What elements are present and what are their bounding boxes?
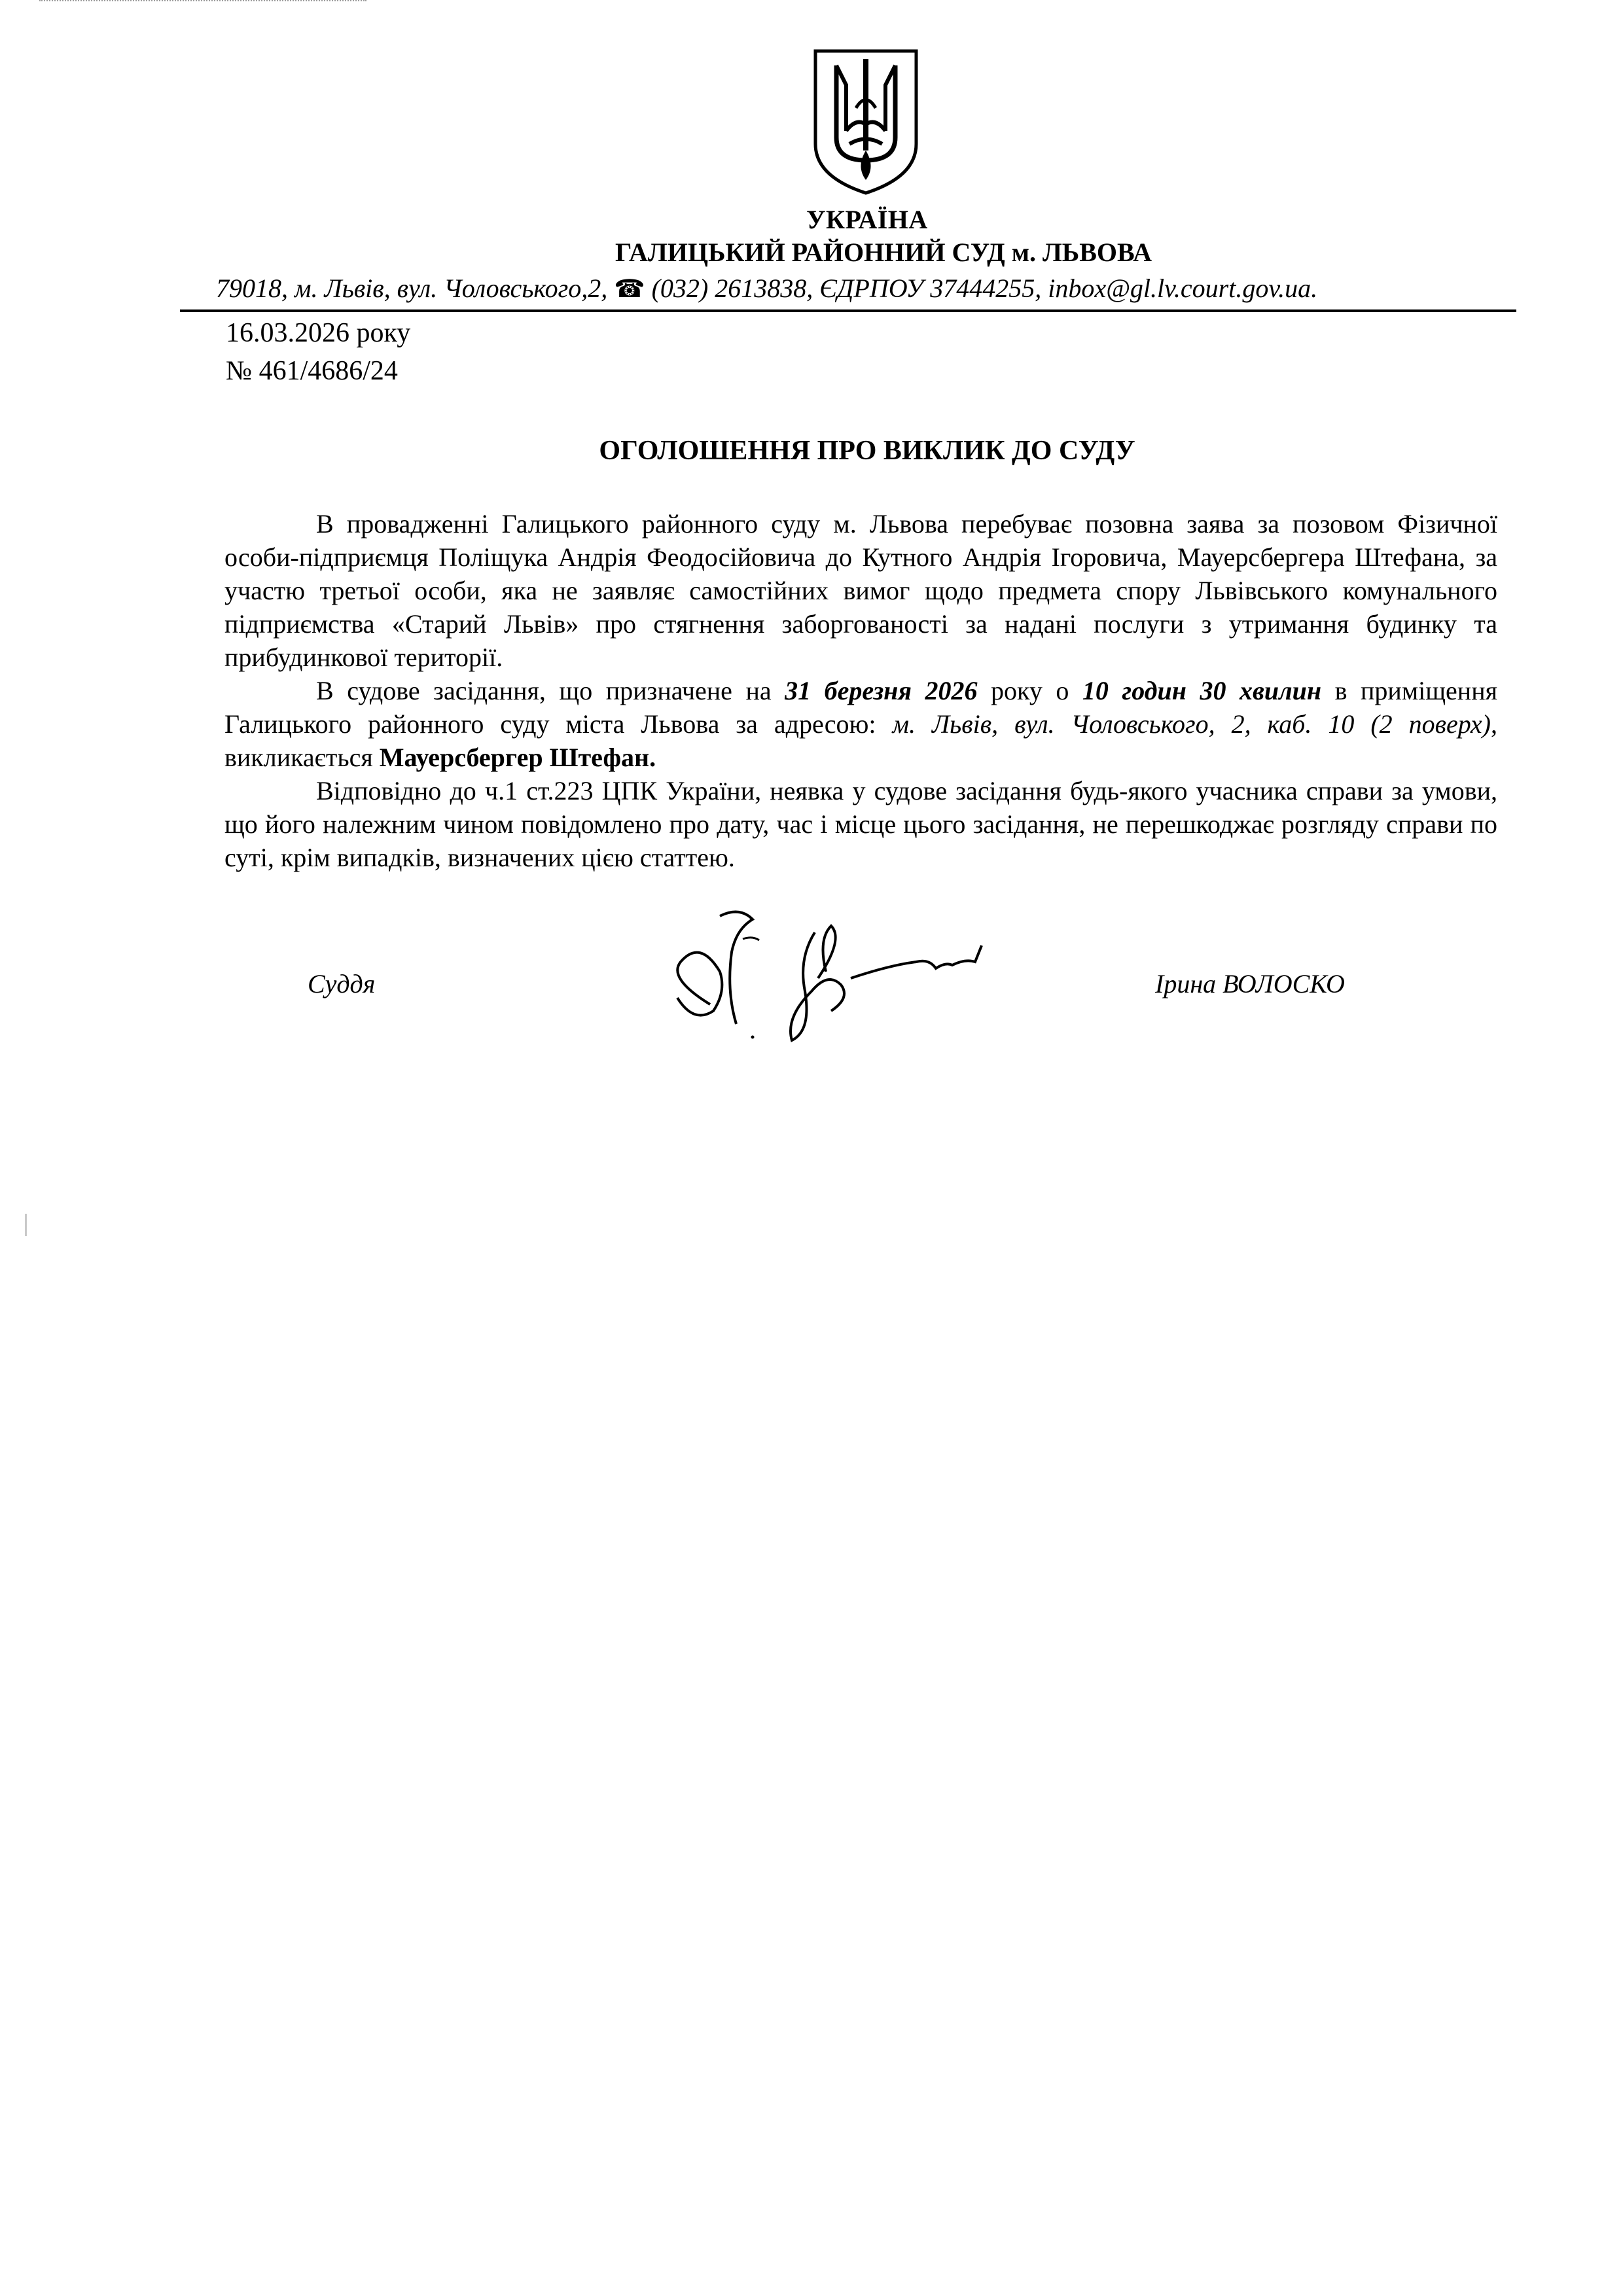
court-address-line	[216, 273, 1492, 304]
phone-icon: ☎	[614, 275, 645, 303]
summons-text: В судове засідання, що призначене на	[316, 676, 785, 705]
header-divider	[180, 309, 1516, 312]
scan-artifact	[25, 1214, 27, 1236]
judge-role-label: Суддя	[308, 969, 376, 998]
notice-body	[224, 507, 1497, 874]
scan-artifact	[39, 0, 366, 4]
summons-text: , викликається	[224, 709, 1498, 772]
contacts-text: (032) 2613838, ЄДРПОУ 37444255, inbox@gl.lv.court.gov.ua.	[645, 274, 1318, 303]
hearing-time: 10 годин 30 хвилин	[1082, 676, 1322, 705]
hearing-address: м. Львів, вул. Чоловського, 2, каб. 10 (2 поверх)	[892, 709, 1491, 739]
handwritten-signature	[654, 900, 1021, 1050]
paragraph-case-description: В провадженні Галицького районного суду м. Львова перебуває позовна заява за позовом Фізичної особи-підприємця Поліщука Андрія Феодосійовича до Кутного Андрія Ігоровича, Мауерсбергера Штефана, за участю третьої особи, яка не заявляє самостійних вимог щодо предмета спору Львівського комунального підприємства «Старий Львів» про стягнення заборгованості за надані послуги з утримання будинку та прибудинкової території.	[224, 509, 1497, 672]
summoned-person: Мауерсбергер Штефан.	[379, 743, 656, 772]
judge-name: Ірина ВОЛОСКО	[1155, 969, 1345, 998]
coat-of-arms-icon	[810, 46, 921, 196]
hearing-date: 31 березня 2026	[785, 676, 978, 705]
summons-text: року о	[977, 676, 1082, 705]
summons-text: в приміщення Галицького районного суду міста Львова за адресою:	[224, 676, 1498, 739]
paragraph-legal-note: Відповідно до ч.1 ст.223 ЦПК України, неявка у судове засідання будь-якого учасника справи за умови, що його належним чином повідомлено про дату, час і місце цього засідання, не перешкоджає розгляду справи по суті, крім випадків, визначених цією статтею.	[224, 776, 1497, 872]
document-date: 16.03.2026 року	[226, 318, 411, 348]
case-number: № 461/4686/24	[226, 356, 398, 386]
country-heading: УКРАЇНА	[806, 205, 928, 234]
document-title: ОГОЛОШЕННЯ ПРО ВИКЛИК ДО СУДУ	[599, 436, 1135, 466]
paragraph-summons	[224, 674, 1497, 774]
address-text: 79018, м. Львів, вул. Чоловського,2,	[216, 274, 608, 303]
court-name-heading: ГАЛИЦЬКИЙ РАЙОННИЙ СУД м. ЛЬВОВА	[615, 238, 1152, 267]
